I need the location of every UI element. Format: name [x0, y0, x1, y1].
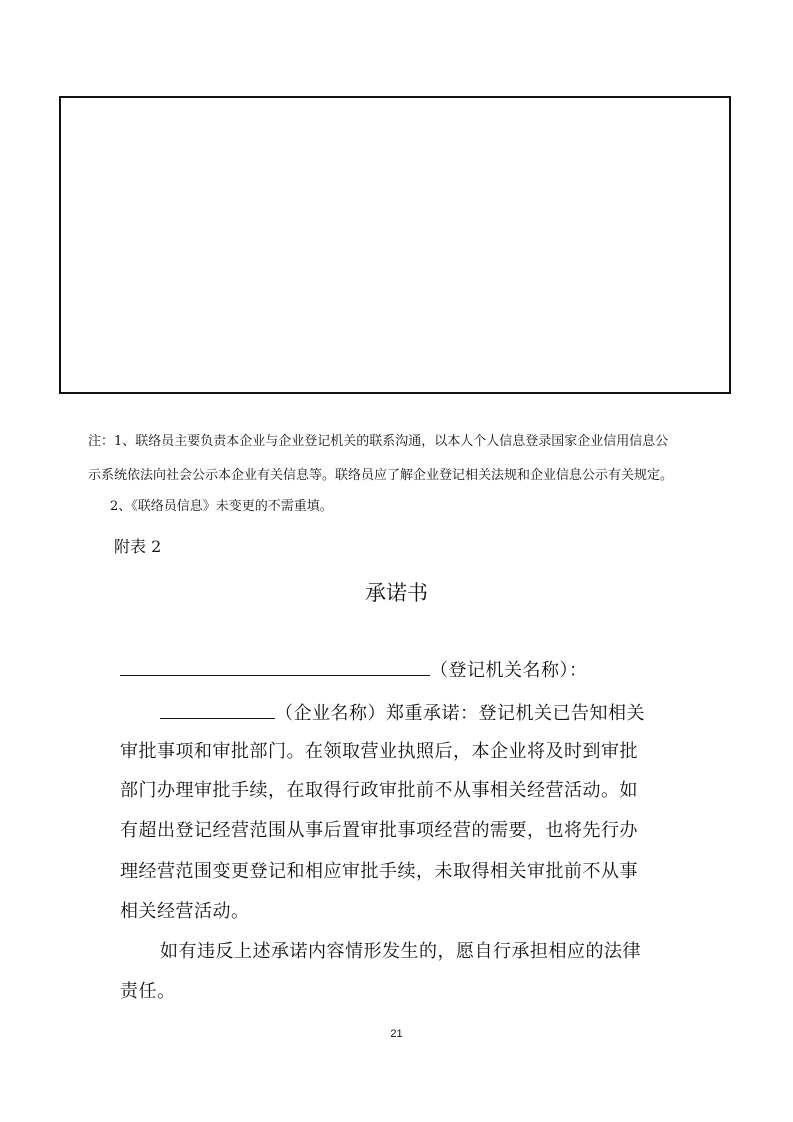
promise-line-4: 部门办理审批手续，在取得行政审批前不从事相关经营活动。如 [120, 780, 638, 801]
addressee-line [120, 660, 588, 682]
note-line-1: 注：1、联络员主要负责本企业与企业登记机关的联系沟通，以本人个人信息登录国家企业信用信息公 [88, 434, 669, 449]
promise-line-8: 如有违反上述承诺内容情形发生的，愿自行承担相应的法律 [160, 941, 641, 962]
promise-line-5: 有超出登记经营范围从事后置审批事项经营的需要，也将先行办 [120, 820, 638, 841]
note-line-3: 2、《联络员信息》未变更的不需重填。 [110, 499, 333, 514]
promise-line-2-text: （企业名称）郑重承诺：登记机关已告知相关 [275, 703, 645, 724]
promise-line-7: 相关经营活动。 [120, 901, 250, 922]
empty-form-box [59, 96, 731, 394]
promise-line-2 [160, 703, 645, 725]
authority-name-blank [120, 661, 430, 676]
promise-line-9: 责任。 [120, 981, 176, 1002]
attachment-label: 附表 2 [114, 537, 162, 556]
promise-line-3: 审批事项和审批部门。在领取营业执照后，本企业将及时到审批 [120, 741, 638, 762]
page-number: 21 [390, 1028, 403, 1040]
promise-line-6: 理经营范围变更登记和相应审批手续，未取得相关审批前不从事 [120, 861, 638, 882]
company-name-blank [160, 704, 275, 719]
note-line-2: 示系统依法向社会公示本企业有关信息等。联络员应了解企业登记相关法规和企业信息公示有关规定。 [88, 468, 674, 483]
addressee-suffix: （登记机关名称）： [430, 660, 588, 681]
page-title: 承诺书 [365, 581, 428, 605]
